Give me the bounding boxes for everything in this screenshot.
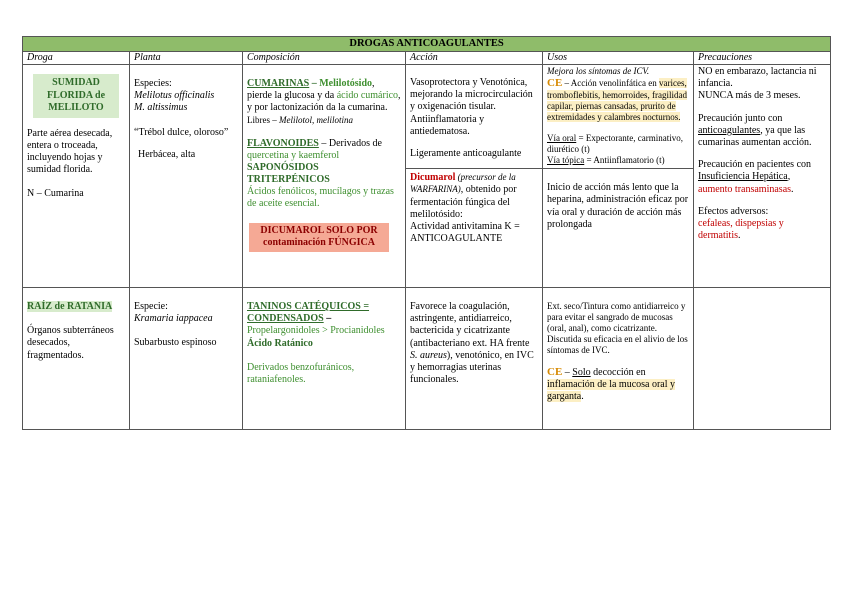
meliloto-prec-1: NO en embarazo, lactancia ni infancia. bbox=[698, 66, 817, 90]
header-planta: Planta bbox=[130, 52, 243, 65]
meliloto-common-name: “Trébol dulce, oloroso” bbox=[134, 126, 229, 138]
ratania-droga-cell bbox=[23, 288, 130, 430]
cumarinas-label: CUMARINAS bbox=[247, 78, 310, 89]
ratania-species-label: Especie: bbox=[134, 301, 168, 312]
ratania-precauciones-cell bbox=[694, 288, 831, 430]
meliloto-antivit: Actividad antivitamina K = ANTICOAGULANTE bbox=[410, 220, 520, 245]
table-row-meliloto bbox=[23, 65, 831, 288]
ratania-action: Favorece la coagulación, astringente, antidiarreico, bactericida y cicatrizante (antibacteriano ext. HA frente S. aureus), venotónico, en IVC y hemorragias uterinas funcionales. bbox=[410, 301, 534, 386]
ratania-accion-cell bbox=[406, 288, 543, 430]
meliloto-species-label: Especies: bbox=[134, 78, 172, 89]
meliloto-species-1: Melilotus officinalis bbox=[134, 90, 215, 102]
meliloto-droga-cell bbox=[23, 65, 130, 288]
meliloto-habit: Herbácea, alta bbox=[138, 148, 196, 160]
meliloto-acidos: Ácidos fenólicos, mucílagos y trazas de aceite esencial. bbox=[247, 186, 394, 210]
ratania-uses-1: Ext. seco/Tintura como antidiarreico y para evitar el sangrado de mucosas (oral, anal), como cicatrizante. bbox=[547, 301, 686, 333]
header-accion: Acción bbox=[406, 52, 543, 65]
ratania-name: RAÍZ de RATANIA bbox=[27, 301, 113, 312]
meliloto-uses-lower: Inicio de acción más lento que la heparina, administración eficaz por vía oral y duración de acción más prolongada bbox=[543, 168, 693, 231]
meliloto-prec-4: Precaución en pacientes con Insuficiencia Hepática, aumento transaminasas. bbox=[698, 159, 812, 195]
ratania-usos-cell bbox=[543, 288, 694, 430]
meliloto-usos-cell bbox=[543, 65, 694, 288]
ratania-derivados: Derivados benzofuránicos, rataniafenoles. bbox=[247, 361, 355, 385]
drugs-table bbox=[22, 36, 831, 430]
ratania-uses-ce: CE – Solo decocción en inflamación de la mucosa oral y garganta. bbox=[547, 365, 676, 403]
header-droga: Droga bbox=[23, 52, 130, 65]
meliloto-marker: N – Cumarina bbox=[27, 188, 84, 200]
meliloto-name: SUMIDAD FLORIDA de MELILOTO bbox=[33, 74, 119, 118]
ratania-species: Kramaria iappacea bbox=[134, 313, 213, 325]
meliloto-action-3: Ligeramente anticoagulante bbox=[410, 147, 522, 159]
dicumarol-note: DICUMAROL SOLO POR contaminación FÚNGICA bbox=[249, 223, 389, 252]
meliloto-composicion-cell bbox=[243, 65, 406, 288]
ratania-taninos: TANINOS CATÉQUICOS = CONDENSADOS – bbox=[247, 301, 370, 325]
meliloto-dicumarol-action: Dicumarol (precursor de la WARFARINA), obtenido por fermentación fúngica del melilotósido: Actividad antivitamina K = ANTICOAGULANTE bbox=[406, 168, 542, 245]
meliloto-flavonoides: FLAVONOIDES – Derivados de bbox=[247, 137, 382, 149]
header-usos: Usos bbox=[543, 52, 694, 65]
meliloto-prec-3: Precaución junto con anticoagulantes, ya que las cumarinas aumentan acción. bbox=[698, 112, 812, 148]
meliloto-prec-2: NUNCA más de 3 meses. bbox=[698, 90, 801, 102]
meliloto-accion-cell bbox=[406, 65, 543, 288]
meliloto-uses-oral: Vía oral = Expectorante, carminativo, diurético (t) bbox=[547, 133, 684, 155]
ratania-habit: Subarbusto espinoso bbox=[134, 337, 217, 349]
ratania-composicion-cell bbox=[243, 288, 406, 430]
meliloto-planta-cell bbox=[130, 65, 243, 288]
meliloto-action-1: Vasoprotectora y Venotónica, mejorando la microcirculación y oxigenación tisular. bbox=[410, 77, 533, 113]
ratania-description: Órganos subterráneos desecados, fragmentados. bbox=[27, 325, 114, 361]
melilotosido: Melilotósido bbox=[319, 78, 373, 89]
acido-cumarico: ácido cumárico bbox=[336, 90, 399, 102]
table-title: DROGAS ANTICOAGULANTES bbox=[23, 37, 831, 52]
meliloto-precauciones-cell bbox=[694, 65, 831, 288]
meliloto-prec-5: Efectos adversos: cefaleas, dispepsias y dermatitis. bbox=[698, 205, 784, 242]
meliloto-action-2: Antiinflamatoria y antiedematosa. bbox=[410, 113, 485, 137]
table-row-ratania bbox=[23, 288, 831, 430]
meliloto-flav-list: quercetina y kaemferol bbox=[247, 149, 340, 161]
meliloto-libres: Libres – Melilotol, melilotina bbox=[247, 114, 353, 125]
ratania-propel: Propelargonidoles > Procianidoles bbox=[247, 325, 385, 337]
header-precauciones: Precauciones bbox=[694, 52, 831, 65]
table-header-row bbox=[23, 52, 831, 65]
ratania-uses-2: Discutida su eficacia en el alivio de los síntomas de IVC. bbox=[547, 333, 688, 355]
meliloto-cumarinas-text: CUMARINAS – Melilotósido, pierde la glucosa y da ácido cumárico, y por lactonización da la cumarina. bbox=[247, 78, 401, 114]
header-composicion: Composición bbox=[243, 52, 406, 65]
meliloto-uses-intro: Mejora los síntomas de ICV. bbox=[547, 66, 650, 76]
meliloto-description: Parte aérea desecada, entera o troceada, incluyendo hojas y sumidad florida. bbox=[27, 127, 113, 176]
meliloto-saponosidos: SAPONÓSIDOS TRITERPÉNICOS bbox=[247, 161, 330, 186]
meliloto-species-2: M. altissimus bbox=[134, 102, 188, 114]
meliloto-uses-ce: CE – Acción venolinfática en varices, tromboflebitis, hemorroides, fragilidad capilar, piernas cansadas, prurito de extremidades y calambres nocturnos. bbox=[547, 76, 687, 123]
ratania-acido: Ácido Ratánico bbox=[247, 337, 313, 349]
ratania-planta-cell bbox=[130, 288, 243, 430]
meliloto-uses-topica: Vía tópica = Antiinflamatorio (t) bbox=[547, 155, 665, 166]
